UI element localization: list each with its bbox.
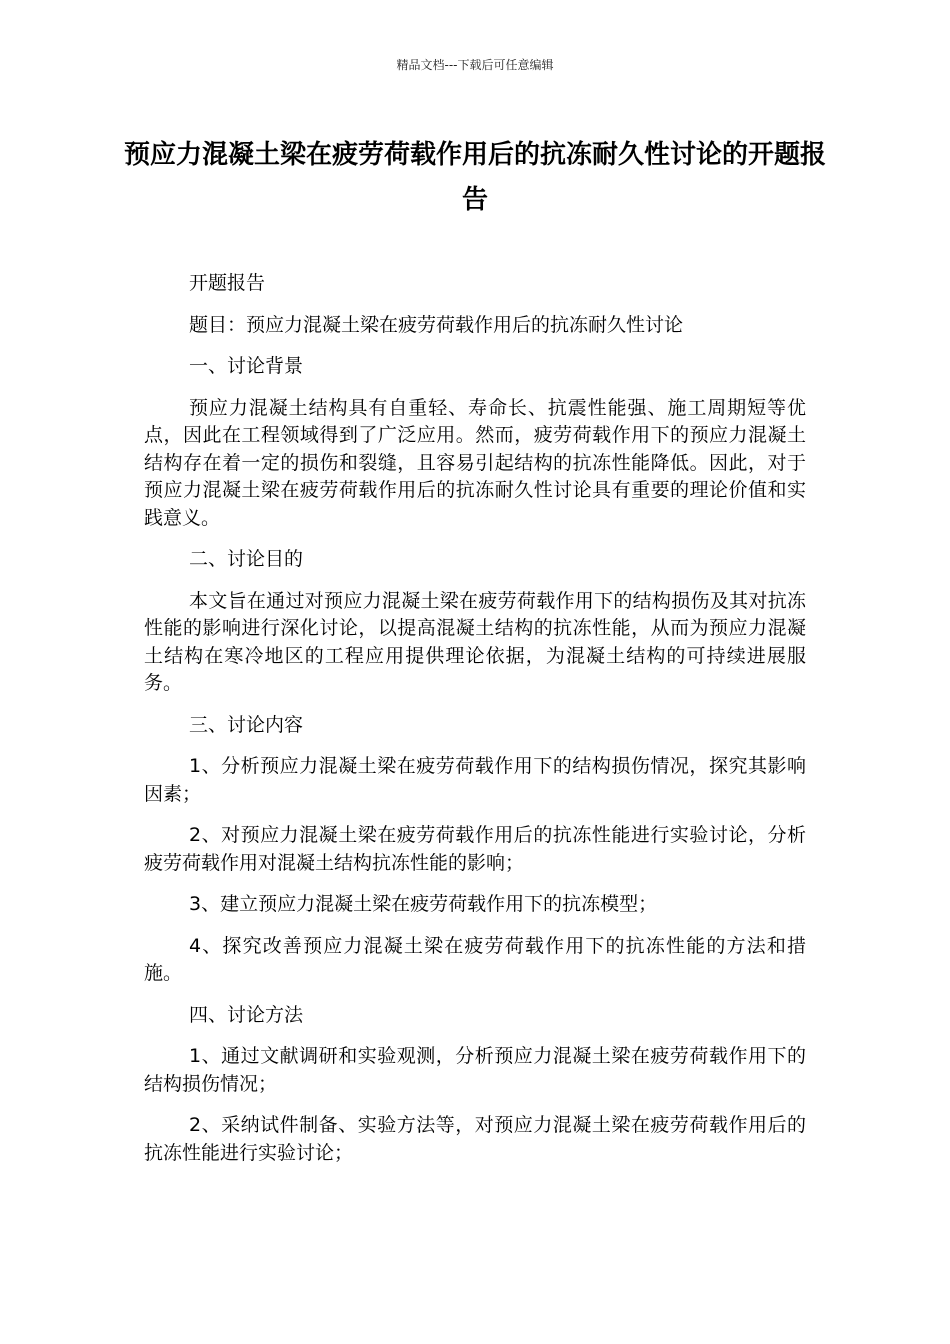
section-heading-content: 三、讨论内容 [189,713,304,736]
paragraph-report-label: 开题报告 [189,272,266,294]
section-heading-purpose: 二、讨论目的 [189,548,304,570]
list-item-method-2: 2、采纳试件制备、实验方法等，对预应力混凝土梁在疲劳荷载作用后的抗冻性能进行实验讨论； [144,1114,806,1164]
paragraph-background: 预应力混凝土结构具有自重轻、寿命长、抗震性能强、施工周期短等优点，因此在工程领域得到了广泛应用。然而，疲劳荷载作用下的预应力混凝土结构存在着一定的损伤和裂缝，且容易引起结构的抗冻性能降低。因此，对于预应力混凝土梁在疲劳荷载作用后的抗冻耐久性讨论具有重要的理论价值和实践意义。 [144,396,806,529]
section-heading-methods: 四、讨论方法 [189,1003,304,1026]
list-item-content-4: 4、探究改善预应力混凝土梁在疲劳荷载作用下的抗冻性能的方法和措施。 [144,934,806,984]
list-item-content-2: 2、对预应力混凝土梁在疲劳荷载作用后的抗冻性能进行实验讨论，分析疲劳荷载作用对混凝土结构抗冻性能的影响； [144,824,806,874]
list-item-content-3: 3、建立预应力混凝土梁在疲劳荷载作用下的抗冻模型； [189,893,658,915]
list-item-method-1: 1、通过文献调研和实验观测，分析预应力混凝土梁在疲劳荷载作用下的结构损伤情况； [144,1045,806,1095]
paragraph-topic: 题目：预应力混凝土梁在疲劳荷载作用后的抗冻耐久性讨论 [189,313,684,336]
section-heading-background: 一、讨论背景 [189,355,304,377]
list-item-content-1: 1、分析预应力混凝土梁在疲劳荷载作用下的结构损伤情况，探究其影响因素； [144,755,806,805]
paragraph-purpose: 本文旨在通过对预应力混凝土梁在疲劳荷载作用下的结构损伤及其对抗冻性能的影响进行深化讨论，以提高混凝土结构的抗冻性能，从而为预应力混凝土结构在寒冷地区的工程应用提供理论依据，为混凝土结构的可持续进展服务。 [144,589,806,694]
document-body [144,270,806,1181]
header-note: 精品文档---下载后可任意编辑 [396,58,554,72]
document-title: 预应力混凝土梁在疲劳荷载作用后的抗冻耐久性讨论的开题报告 [123,140,826,215]
